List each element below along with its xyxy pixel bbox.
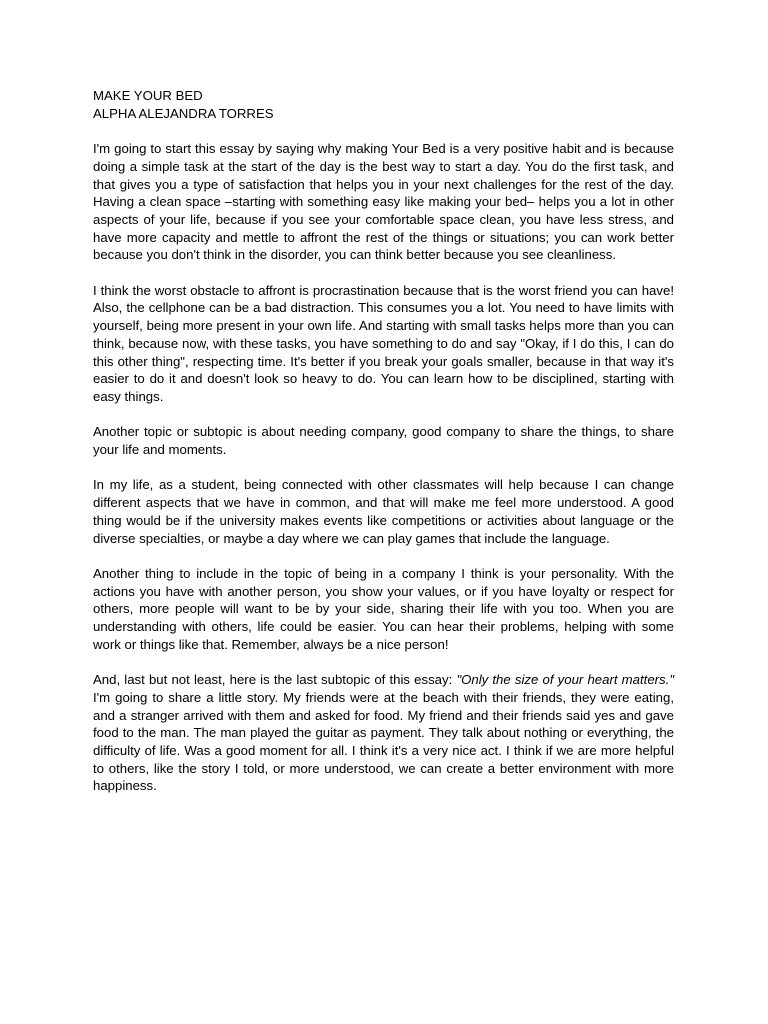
essay-page (93, 87, 674, 795)
essay-author: ALPHA ALEJANDRA TORRES (93, 105, 274, 121)
paragraph-2: I think the worst obstacle to affront is procrastination because that is the worst friend you can have! Also, the cellphone can be a bad distraction. This consumes you a lot. You need to have limits with yourself, being more present in your own life. And starting with small tasks helps more than you can think, because now, with these tasks, you have something to do and say "Okay, if I do this, I can do this other thing", respecting time. It's better if you break your goals smaller, because in that way it's easier to do it and doesn't look so heavy to do. You can learn how to be disciplined, starting with easy things. (93, 282, 674, 404)
paragraph-6 (93, 671, 674, 795)
paragraph-3: Another topic or subtopic is about needing company, good company to share the things, to share your life and moments. (93, 424, 674, 458)
paragraph-6-rest: I'm going to share a little story. My friends were at the beach with their friends, they were eating, and a stranger arrived with them and asked for food. My friend and their friends said yes and gave food to the man. The man played the guitar as payment. They talk about nothing or everything, the difficulty of life. Was a good moment for all. I think it's a very nice act. I think if we are more helpful to others, like the story I told, or more understood, we can create a better environment with more happiness. (93, 689, 674, 794)
paragraph-6-intro: And, last but not least, here is the last subtopic of this essay: (93, 672, 457, 688)
header-block (93, 87, 674, 122)
paragraph-4: In my life, as a student, being connected with other classmates will help because I can change different aspects that we have in common, and that will make me feel more understood. A good thing would be if the university makes events like competitions or activities about language or the diverse specialties, or maybe a day where we can play games that include the language. (93, 477, 674, 546)
heart-quote: "Only the size of your heart matters." (456, 672, 674, 688)
essay-title: MAKE YOUR BED (93, 88, 203, 103)
paragraph-1: I'm going to start this essay by saying why making Your Bed is a very positive habit and is because doing a simple task at the start of the day is the best way to start a day. You do the first task, and that gives you a type of satisfaction that helps you in your next challenges for the rest of the day. Having a clean space –starting with something easy like making your bed– helps you a lot in other aspects of your life, because if you see your comfortable space clean, you have less stress, and have more capacity and mettle to affront the rest of the things or situations; you can work better because you don't think in the disorder, you can think better because you see cleanliness. (93, 141, 674, 263)
paragraph-5: Another thing to include in the topic of being in a company I think is your personality. With the actions you have with another person, you show your values, or if you have loyalty or respect for others, more people will want to be by your side, sharing their life with you too. When you are understanding with others, life could be easier. You can hear their problems, helping with some work or things like that. Remember, always be a nice person! (93, 565, 674, 652)
